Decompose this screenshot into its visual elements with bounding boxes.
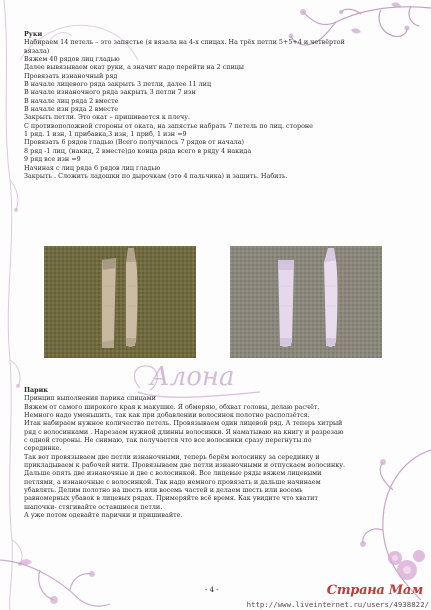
- arms-line: В начале изнаночного ряда закрыть 3 петли 7 изн: [24, 88, 196, 97]
- wig-line: прикладываем к рабочей нити. Провязываем две петли изнаночными и отпускаем волосинку.: [24, 461, 346, 470]
- wig-line: равномерных убавок в лицевых рядах. Примеряйте всё время. Как увидите что хватит: [24, 494, 318, 503]
- arms-line: 8 ряд -1 лиц, (накид, 2 вместе)до конца ряда всего в ряду 4 накида: [24, 146, 252, 155]
- arms-line: В начале лицевого ряда закрыть 3 петли, далее 11 лиц: [24, 80, 212, 89]
- arms-line: В начале лиц ряда 2 вместе: [24, 96, 119, 105]
- wig-line: Вяжем от самого широкого края к макушке. Я обмеряю, обхват головы, делаю расчёт.: [24, 402, 320, 411]
- arms-line: С противоположной стороны от оката, на запястье набрать 7 петель по лиц. стороне: [24, 121, 313, 130]
- wig-heading: Парик: [24, 386, 48, 394]
- arms-line: Закрыть петли. Это окат – пришивается к плечу.: [24, 113, 191, 122]
- wig-section: [24, 386, 345, 520]
- arms-line: Закрыть . Сложить ладошки по дырочкам (это 4 пальчика) и зашить. Набить.: [24, 171, 288, 180]
- wig-line: Принцип выполнения парика спицами: [24, 394, 156, 403]
- wig-line: петлями, а изнаночные с волосинкой. Так надо немного провязать и дальше начинаем: [24, 477, 321, 486]
- arms-heading: Руки: [24, 30, 43, 38]
- arms-line: вязала): [24, 46, 50, 55]
- arms-line: Вяжем 40 рядов лиц гладью: [24, 55, 120, 64]
- page-number: - 4 -: [205, 586, 219, 594]
- arms-line: Набираем 14 петель – это запястье (я вязала на 4-х спицах. На трёх петли 5+5+4 и четвёртой: [24, 38, 345, 47]
- wig-line: ряд с волосинками . Нарезаем нужной длинны волосинки. Я наматываю на книгу и разрезаю: [24, 427, 344, 436]
- wig-line: убавлять. Делим полотно на шесть или восемь частей и делаем шесть или восемь: [24, 486, 303, 495]
- photo-lilac-arms: [230, 246, 382, 358]
- arms-line: Провязать 6 рядов гладью (Всего получилось 7 рядов от начала): [24, 138, 245, 147]
- alona-logo-text: Алона: [150, 362, 235, 392]
- arms-line: Далее вывязываем окат руки, а значит надо перейти на 2 спицы: [24, 63, 244, 72]
- arms-section: [24, 30, 345, 180]
- arms-line: В начале изн ряда 2 вместе: [24, 105, 118, 114]
- arms-line: Начиная с лиц ряда 6 рядов лиц гладью: [24, 163, 161, 172]
- wig-line: серединке.: [24, 444, 62, 453]
- site-url-link[interactable]: http://www.liveinternet.ru/users/4938822/: [246, 600, 429, 609]
- arms-line: 9 ряд все изн =9: [24, 155, 81, 164]
- photo-beige-arms: [44, 246, 196, 358]
- arms-line: Провязать изнаночный ряд: [24, 71, 118, 80]
- wig-line: Дальше опять две изнаночные и две с волосинкой. Все лицевые ряды вяжем лицевыми: [24, 469, 322, 478]
- wig-line: с одной стороны. Не снимаю, так получается что все волосинки сразу перегнуты по: [24, 436, 312, 445]
- arms-line: 1 ряд. 1 изн, 1 прибавка,3 изн, 1 приб, 1 изн =9: [24, 130, 187, 139]
- wig-line: Немного надо уменьшить, так как при добавлении волосинок полотно расползётся.: [24, 411, 310, 420]
- wig-line: Итак набираем нужное количество петель. Провязываем один лицевой ряд. А теперь хитрый: [24, 419, 343, 428]
- wig-line: шапочки- стягивайте оставшиеся петли.: [24, 502, 163, 511]
- wig-line: Так вот провязываем две петли изнаночными, теперь берём волосинку за серединку и: [24, 452, 320, 461]
- wig-line: А уже потом одевайте парички и пришивайте.: [24, 511, 183, 520]
- site-logo: Страна Мам: [326, 583, 423, 598]
